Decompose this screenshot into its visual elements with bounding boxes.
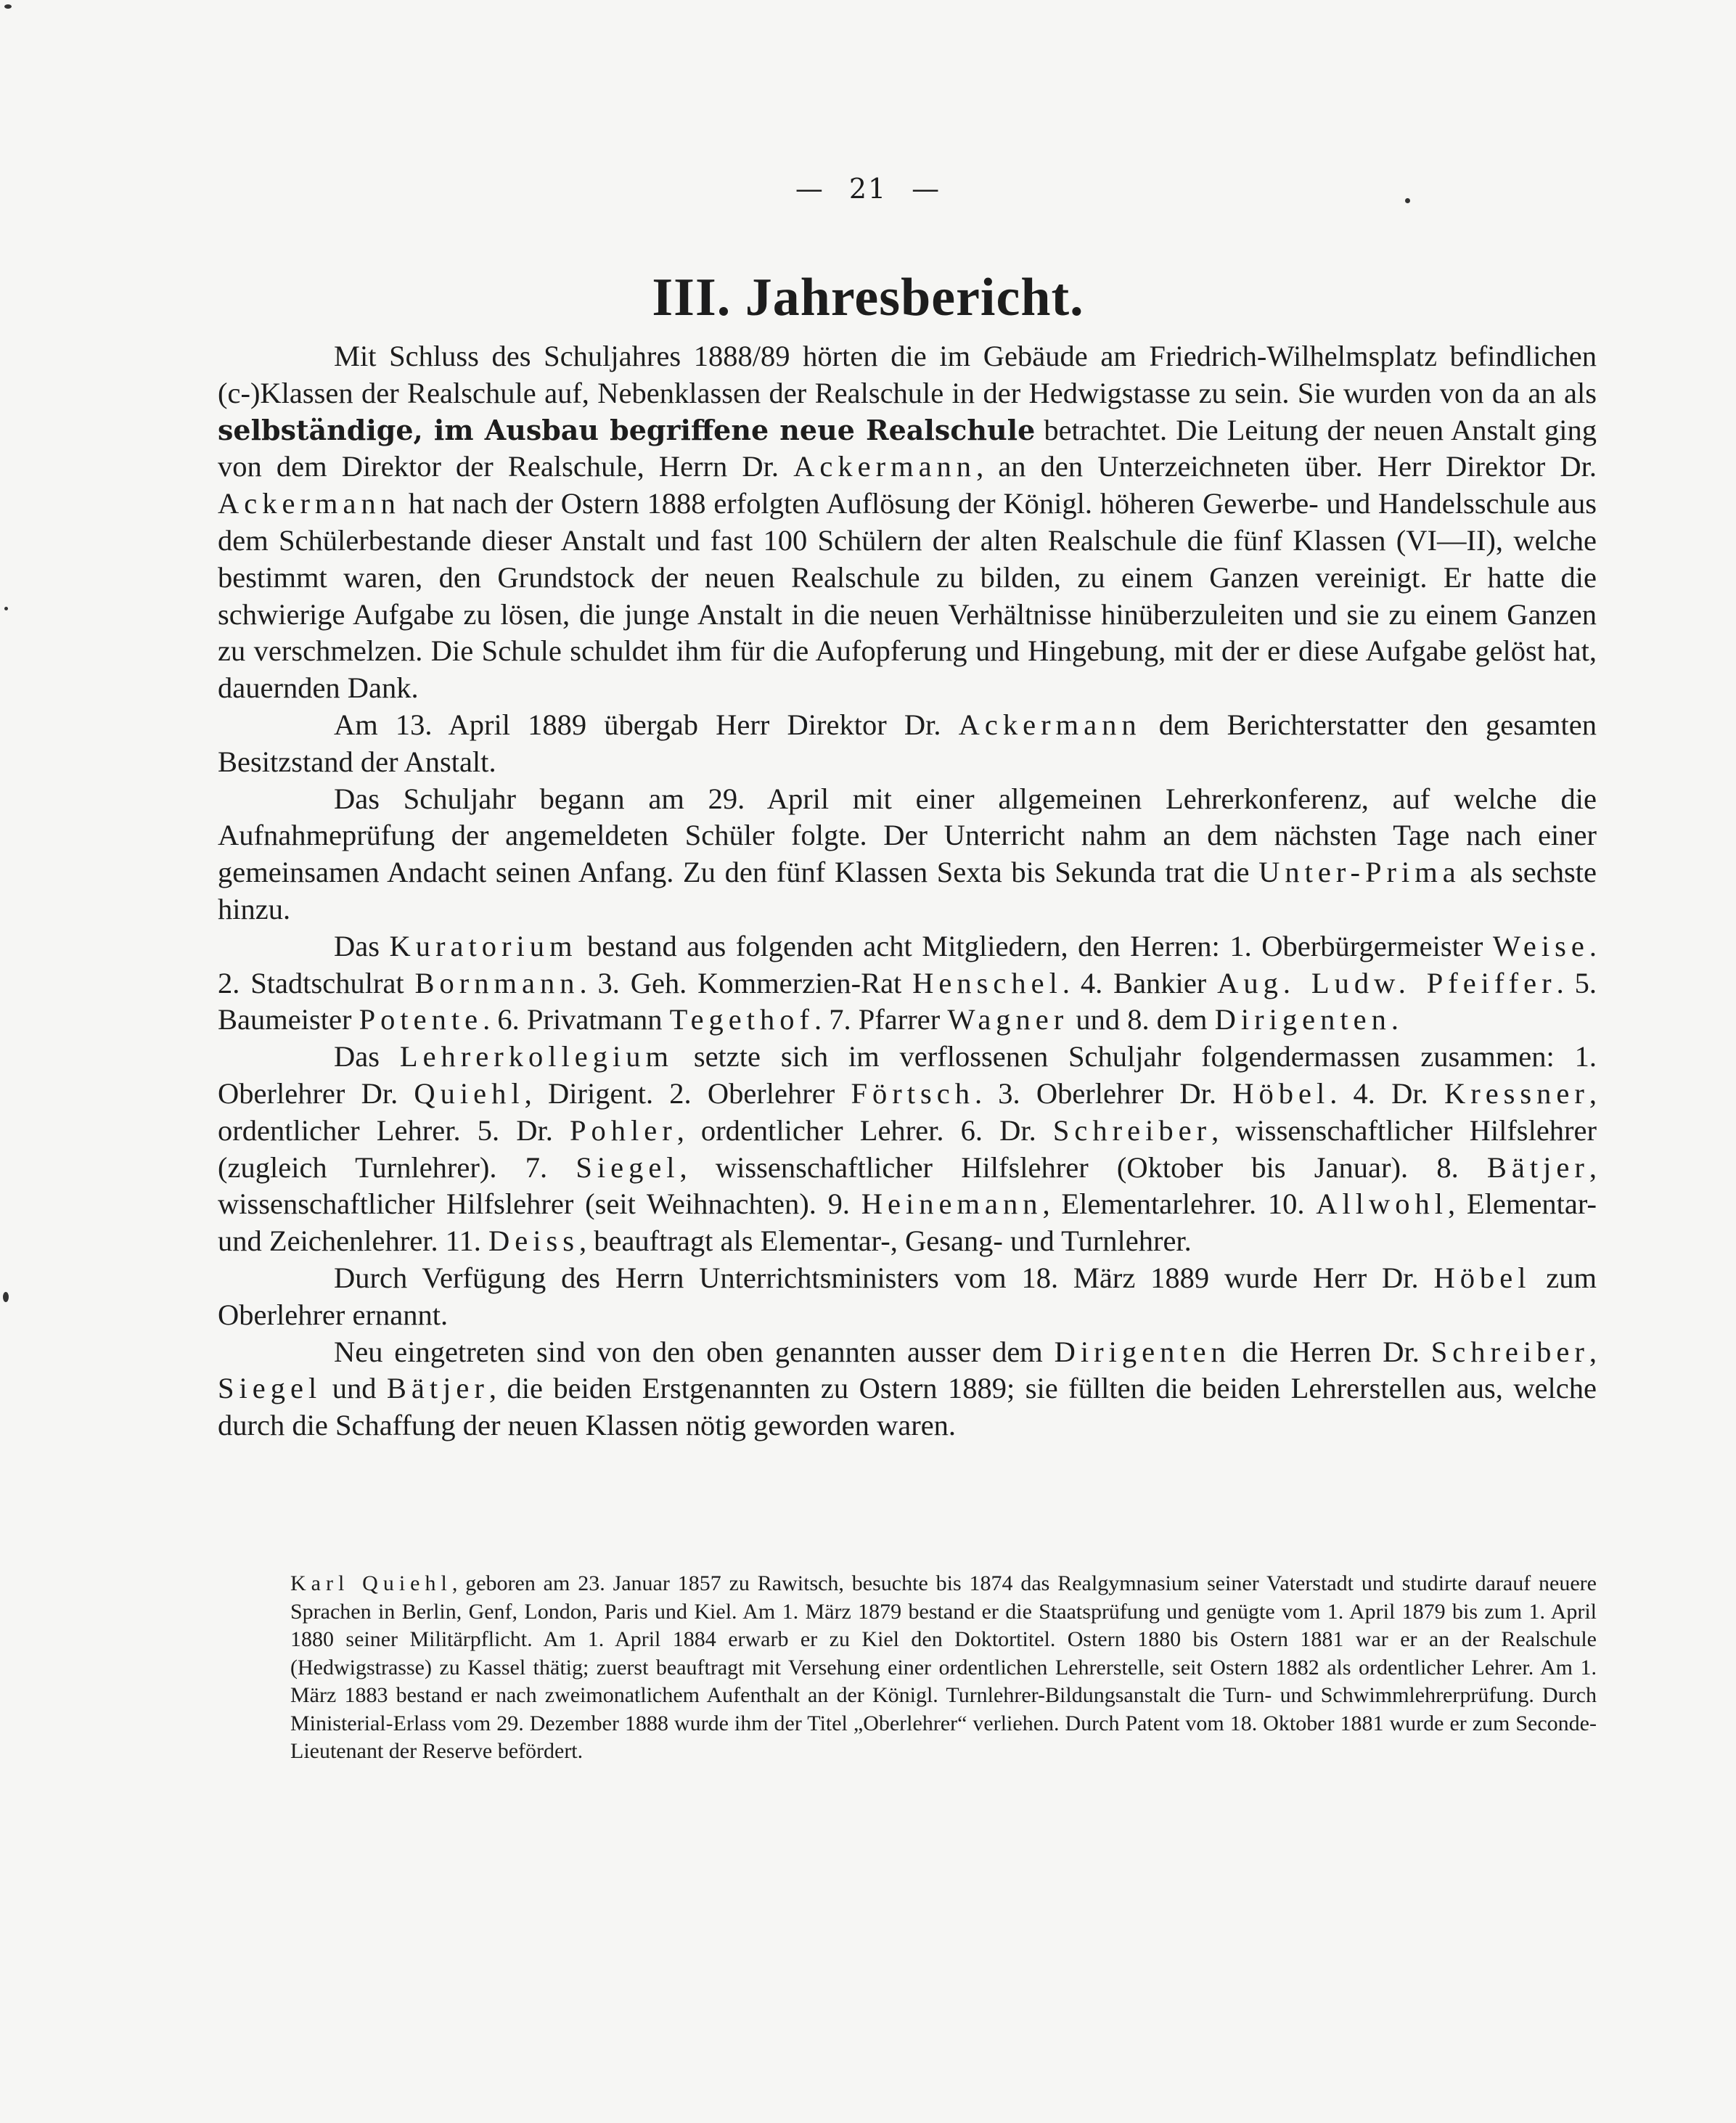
- text: und 8. dem: [1068, 1003, 1215, 1036]
- spaced-name: Siegel: [218, 1372, 322, 1405]
- spaced-name: Lehrerkollegium: [399, 1040, 673, 1073]
- text: , Elementarlehrer. 10.: [1042, 1187, 1317, 1221]
- spaced-name: Schreiber: [1430, 1335, 1589, 1368]
- spaced-name: Bätjer: [386, 1372, 489, 1405]
- spaced-name: Deiss: [488, 1224, 579, 1258]
- page-number-dash-right: —: [912, 173, 941, 205]
- text: Neu eingetreten sind von den oben genannten ausser dem: [334, 1335, 1055, 1368]
- spaced-name: Schreiber: [1052, 1113, 1212, 1147]
- text: . 4. Dr.: [1330, 1076, 1444, 1110]
- spaced-name: Tegethof: [669, 1003, 815, 1036]
- spaced-name: Weise: [1492, 929, 1589, 962]
- text: als sechste hinzu.: [218, 856, 1597, 925]
- text: Am 13. April 1889 übergab Herr Direktor Dr.: [334, 708, 959, 741]
- spaced-name: Wagner: [947, 1003, 1069, 1036]
- spaced-name: Aug. Ludw. Pfeiffer: [1217, 966, 1557, 999]
- page-number: 21: [848, 173, 888, 205]
- spaced-name: Bätjer: [1486, 1150, 1589, 1184]
- page-number-header: [0, 173, 1736, 205]
- text: . 6. Privatmann: [483, 1003, 670, 1036]
- text: bestand aus folgenden acht Mitgliedern, den Herren: 1. Oberbürgermeister: [577, 929, 1493, 962]
- paragraph-handover: [218, 707, 1597, 781]
- paragraph-new-teachers: [218, 1334, 1597, 1444]
- text: , ordentlicher Lehrer. 5. Dr.: [218, 1076, 1597, 1147]
- paragraph-school-founding: [218, 338, 1597, 707]
- spaced-name: Heinemann: [861, 1187, 1043, 1221]
- paragraph-lehrerkollegium: [218, 1039, 1597, 1260]
- text: . 7. Pfarrer: [814, 1003, 948, 1036]
- text: .: [1391, 1003, 1399, 1036]
- text: und: [322, 1372, 387, 1405]
- text: setzte sich im verflossenen Schuljahr folgendermassen zusammen: 1. Oberlehrer Dr.: [218, 1040, 1597, 1110]
- spaced-name: Ackermann: [218, 487, 401, 520]
- text: , wissenschaftlicher Hilfslehrer (zugleich Turnlehrer). 7.: [218, 1113, 1597, 1184]
- spaced-name: Bornmann: [414, 966, 580, 999]
- text: , Elementar- und Zeichenlehrer. 11.: [218, 1187, 1597, 1258]
- scan-speck: [3, 1292, 9, 1302]
- text: . 2. Stadtschulrat: [218, 929, 1597, 999]
- report-body: [218, 338, 1597, 1444]
- section-title: III. Jahresbericht.: [652, 268, 1084, 327]
- text: . 4. Bankier: [1062, 966, 1218, 999]
- scan-speck: [4, 4, 12, 9]
- text: , wissenschaftlicher Hilfslehrer (seit Weihnachten). 9.: [218, 1150, 1597, 1221]
- footnote-name: Karl Quiehl: [290, 1571, 452, 1595]
- text: betrachtet. Die Leitung der neuen Anstalt ging von dem Direktor der Realschule, Herrn Dr.: [218, 413, 1597, 483]
- text: , die beiden Erstgenannten zu Ostern 1889; sie füllten die beiden Lehrerstellen aus, welche durch die Schaffung der neuen Klassen nötig geworden waren.: [218, 1372, 1597, 1442]
- text: , ordentlicher Lehrer. 6. Dr.: [676, 1113, 1053, 1147]
- text: Das: [334, 1040, 400, 1073]
- text: , geboren am 23. Januar 1857 zu Rawitsch, besuchte bis 1874 das Realgymnasium seiner Vaterstadt und studirte darauf neuere Sprachen in Berlin, Genf, London, Paris und Kiel. Am 1. März 1879 bestand er die Staatsprüfung und genügte vom 1. April 1879 bis zum 1. April 1880 seiner Militärpflicht. Am 1. April 1884 erwarb er zu Kiel den Doktortitel. Ostern 1880 bis Ostern 1881 war er an der Realschule (Hedwigstrasse) zu Kassel thätig; zuerst beauftragt mit Versehung einer ordentlichen Lehrerstelle, seit Ostern 1882 als ordentlicher Lehrer. Am 1. März 1883 bestand er nach zweimonatlichem Aufenthalt an der Königl. Turnlehrer-Bildungsanstalt die Turn- und Schwimmlehrerprüfung. Durch Ministerial-Erlass vom 29. Dezember 1888 wurde ihm der Titel „Oberlehrer“ verliehen. Durch Patent vom 18. Oktober 1881 wurde er zum Seconde-Lieutenant der Reserve befördert.: [290, 1571, 1597, 1763]
- text: hat nach der Ostern 1888 erfolgten Auflösung der Königl. höheren Gewerbe- und Handelsschule aus dem Schülerbestande dieser Anstalt und fast 100 Schülern der alten Realschule die fünf Klassen (VI—II), welche bestimmt waren, den Grundstock der neuen Realschule zu bilden, zu einem Ganzen vereinigt. Er hatte die schwierige Aufgabe zu lösen, die junge Anstalt in die neuen Verhältnisse hinüberzuleiten und sie zu einem Ganzen zu verschmelzen. Die Schule schuldet ihm für die Aufopferung und Hingebung, mit der er diese Aufgabe gelöst hat, dauernden Dank.: [218, 487, 1597, 705]
- text: , an den Unterzeichneten über. Herr Direktor Dr.: [976, 450, 1597, 483]
- paragraph-school-year-start: [218, 781, 1597, 928]
- spaced-name: Kuratorium: [389, 929, 578, 962]
- text: zum Oberlehrer ernannt.: [218, 1261, 1597, 1331]
- scan-speck: [1405, 198, 1410, 203]
- text: Das Schuljahr begann am 29. April mit einer allgemeinen Lehrerkonferenz, auf welche die Aufnahmeprüfung der angemeldeten Schüler folgte. Der Unterricht nahm an dem nächsten Tage nach einer gemeinsamen Andacht seinen Anfang. Zu den fünf Klassen Sexta bis Sekunda trat die: [218, 782, 1597, 889]
- spaced-name: Ackermann: [793, 450, 977, 483]
- biography-footnote: [290, 1570, 1597, 1766]
- spaced-name: Unter-Prima: [1258, 856, 1461, 889]
- footnote-text: [290, 1570, 1597, 1766]
- spaced-name: Quiehl: [414, 1076, 525, 1110]
- spaced-name: Dirigenten: [1054, 1335, 1231, 1368]
- text: Mit Schluss des Schuljahres 1888/89 hörten die im Gebäude am Friedrich-Wilhelmsplatz befindlichen (c-)Klassen der Realschule auf, Nebenklassen der Realschule in der Hedwigstasse zu sein. Sie wurden von da an als: [218, 340, 1597, 409]
- text: , Dirigent. 2. Oberlehrer: [524, 1076, 851, 1110]
- spaced-name: Allwohl: [1316, 1187, 1449, 1221]
- text: . 5. Baumeister: [218, 966, 1597, 1036]
- text: . 3. Oberlehrer Dr.: [974, 1076, 1233, 1110]
- spaced-name: Pohler: [569, 1113, 677, 1147]
- text: , beauftragt als Elementar-, Gesang- und Turnlehrer.: [578, 1224, 1192, 1258]
- spaced-name: Ackermann: [958, 708, 1142, 741]
- emphasis-new-school: selbständige, im Ausbau begriffene neue Realschule: [218, 413, 1036, 446]
- text: Durch Verfügung des Herrn Unterrichtsministers vom 18. März 1889 wurde Herr Dr.: [334, 1261, 1434, 1294]
- spaced-name: Höbel: [1433, 1261, 1531, 1294]
- text: Das: [334, 929, 390, 962]
- spaced-name: Höbel: [1232, 1076, 1330, 1110]
- spaced-name: Förtsch: [851, 1076, 975, 1110]
- scan-speck: [4, 607, 8, 610]
- spaced-name: Potente: [359, 1003, 483, 1036]
- spaced-name: Henschel: [912, 966, 1063, 999]
- spaced-name: Kressner: [1444, 1076, 1589, 1110]
- paragraph-appointment: [218, 1260, 1597, 1334]
- spaced-name: Dirigenten: [1214, 1003, 1391, 1036]
- text: , wissenschaftlicher Hilfslehrer (Oktober bis Januar). 8.: [679, 1150, 1487, 1184]
- page-number-dash-left: —: [795, 173, 824, 205]
- text: ,: [1589, 1335, 1597, 1368]
- paragraph-kuratorium: [218, 928, 1597, 1039]
- spaced-name: Siegel: [576, 1150, 680, 1184]
- text: dem Berichterstatter den gesamten Besitzstand der Anstalt.: [218, 708, 1597, 778]
- text: die Herren Dr.: [1230, 1335, 1431, 1368]
- text: . 3. Geh. Kommerzien-Rat: [579, 966, 913, 999]
